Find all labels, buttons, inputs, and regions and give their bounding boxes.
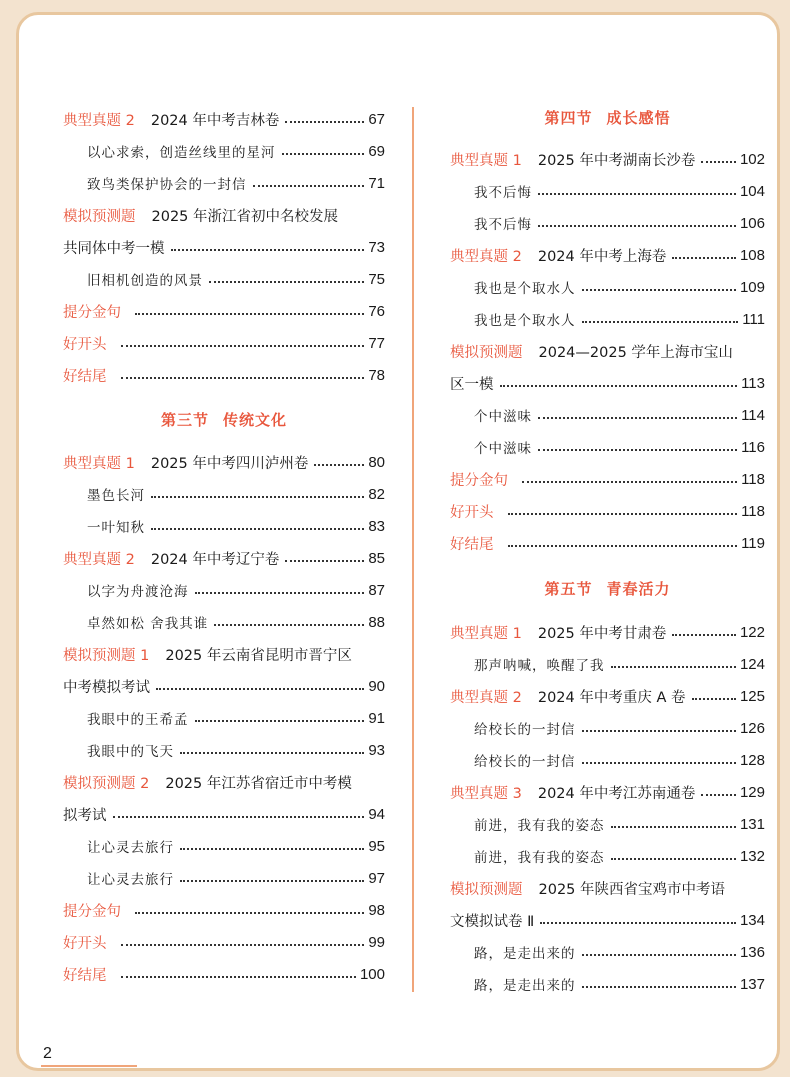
entry-title: 2025 年云南省昆明市晋宁区	[165, 647, 352, 664]
entry-title: 2025 年中考四川泸州卷	[150, 455, 309, 472]
entry-tag: 好结尾	[450, 536, 494, 553]
dot-leader	[582, 289, 736, 291]
column-divider	[412, 107, 414, 992]
essay-title: 给校长的一封信	[474, 754, 576, 770]
dot-leader	[135, 313, 364, 315]
entry-page-number: 118	[741, 470, 765, 488]
toc-entry[interactable]	[63, 830, 385, 862]
toc-entry[interactable]	[450, 431, 765, 463]
entry-page-number: 94	[368, 805, 385, 823]
dot-leader	[214, 624, 364, 626]
entry-page-number: 106	[739, 214, 765, 232]
toc-entry[interactable]	[450, 335, 765, 367]
toc-entry[interactable]	[63, 542, 385, 574]
entry-tag: 典型真题 2	[63, 112, 135, 129]
dot-leader	[121, 976, 356, 978]
entry-title: 2025 年陕西省宝鸡市中考语	[538, 881, 726, 898]
essay-title: 我也是个取水人	[474, 313, 576, 329]
dot-leader	[121, 377, 365, 379]
dot-leader	[540, 922, 736, 924]
entry-page-number: 137	[739, 975, 765, 993]
entry-title: 2025 年浙江省初中名校发展	[151, 208, 339, 225]
entry-page-number: 69	[368, 142, 385, 160]
entry-title: 中考模拟考试	[63, 679, 150, 696]
dot-leader	[611, 826, 736, 828]
dot-leader	[701, 794, 736, 796]
toc-entry[interactable]	[63, 606, 385, 638]
toc-entry[interactable]	[63, 574, 385, 606]
toc-entry[interactable]	[63, 670, 385, 702]
entry-page-number: 98	[368, 901, 385, 919]
toc-entry[interactable]	[63, 798, 385, 830]
entry-page-number: 87	[368, 581, 385, 599]
entry-tag: 提分金句	[63, 903, 121, 920]
entry-tag: 模拟预测题	[450, 344, 523, 361]
entry-title: 2024 年中考重庆 A 卷	[537, 689, 686, 706]
dot-leader	[151, 496, 364, 498]
entry-tag: 典型真题 1	[450, 625, 522, 642]
entry-tag: 模拟预测题	[63, 208, 136, 225]
essay-title: 我眼中的飞天	[87, 744, 174, 760]
essay-title: 路，是走出来的	[474, 978, 576, 994]
entry-page-number: 77	[368, 334, 385, 352]
entry-tag: 典型真题 3	[450, 785, 522, 802]
dot-leader	[611, 858, 736, 860]
entry-page-number: 124	[739, 655, 765, 673]
dot-leader	[285, 121, 364, 123]
toc-entry[interactable]	[63, 231, 385, 263]
essay-title: 以字为舟渡沧海	[87, 584, 189, 600]
entry-page-number: 95	[368, 837, 385, 855]
toc-page	[16, 12, 780, 1071]
dot-leader	[195, 592, 365, 594]
dot-leader	[508, 513, 738, 515]
dot-leader	[285, 560, 364, 562]
essay-title: 我也是个取水人	[474, 281, 576, 297]
entry-page-number: 93	[368, 741, 385, 759]
entry-page-number: 88	[368, 613, 385, 631]
entry-title: 2024 年中考吉林卷	[150, 112, 280, 129]
essay-title: 旧相机创造的风景	[87, 273, 203, 289]
dot-leader	[672, 634, 736, 636]
toc-entry[interactable]	[450, 648, 765, 680]
entry-tag: 提分金句	[63, 304, 121, 321]
entry-page-number: 75	[368, 270, 385, 288]
entry-title: 2025 年中考湖南长沙卷	[537, 152, 696, 169]
toc-entry[interactable]	[450, 616, 765, 648]
dot-leader	[500, 385, 738, 387]
entry-page-number: 82	[368, 485, 385, 503]
entry-page-number: 78	[368, 366, 385, 384]
entry-tag: 典型真题 2	[63, 551, 135, 568]
entry-tag: 典型真题 2	[450, 689, 522, 706]
entry-page-number: 136	[739, 943, 765, 961]
entry-page-number: 99	[368, 933, 385, 951]
essay-title: 墨色长河	[87, 488, 145, 504]
toc-entry[interactable]	[450, 872, 765, 904]
entry-tag: 好开头	[450, 504, 494, 521]
entry-title: 2024 年中考上海卷	[537, 248, 667, 265]
page-number: 2	[43, 1045, 52, 1062]
toc-entry[interactable]	[450, 904, 765, 936]
toc-entry[interactable]	[450, 143, 765, 175]
entry-tag: 模拟预测题 2	[63, 775, 150, 792]
entry-tag: 典型真题 2	[450, 248, 522, 265]
section-name: 青春活力	[606, 580, 671, 598]
dot-leader	[151, 528, 364, 530]
entry-page-number: 76	[368, 302, 385, 320]
entry-tag: 提分金句	[450, 472, 508, 489]
dot-leader	[538, 417, 737, 419]
essay-title: 致鸟类保护协会的一封信	[87, 177, 247, 193]
dot-leader	[195, 720, 365, 722]
toc-entry[interactable]	[450, 744, 765, 776]
toc-entry[interactable]	[450, 936, 765, 968]
dot-leader	[180, 848, 364, 850]
dot-leader	[582, 986, 736, 988]
entry-title: 共同体中考一模	[63, 240, 165, 257]
toc-entry[interactable]	[450, 712, 765, 744]
entry-page-number: 134	[739, 911, 765, 929]
dot-leader	[156, 688, 364, 690]
dot-leader	[538, 193, 736, 195]
essay-title: 以心求索，创造丝线里的星河	[87, 145, 276, 161]
entry-page-number: 125	[739, 687, 765, 705]
essay-title: 我不后悔	[474, 217, 532, 233]
entry-page-number: 126	[739, 719, 765, 737]
dot-leader	[672, 257, 736, 259]
dot-leader	[121, 944, 365, 946]
section-name: 传统文化	[223, 411, 288, 429]
dot-leader	[282, 153, 365, 155]
dot-leader	[508, 545, 738, 547]
toc-entry[interactable]	[450, 968, 765, 1000]
entry-title: 2024—2025 学年上海市宝山	[538, 344, 733, 361]
entry-page-number: 122	[739, 623, 765, 641]
entry-tag: 典型真题 1	[450, 152, 522, 169]
dot-leader	[701, 161, 736, 163]
section-number: 第三节	[160, 411, 209, 429]
dot-leader	[180, 880, 364, 882]
entry-title: 区一模	[450, 376, 494, 393]
entry-page-number: 73	[368, 238, 385, 256]
entry-tag: 模拟预测题	[450, 881, 523, 898]
toc-entry[interactable]	[450, 495, 765, 527]
toc-entry[interactable]	[450, 367, 765, 399]
toc-entry[interactable]	[450, 808, 765, 840]
entry-tag: 模拟预测题 1	[63, 647, 150, 664]
toc-entry[interactable]	[450, 680, 765, 712]
dot-leader	[538, 225, 736, 227]
dot-leader	[582, 954, 736, 956]
entry-tag: 好结尾	[63, 967, 107, 984]
toc-entry[interactable]	[63, 766, 385, 798]
entry-page-number: 109	[739, 278, 765, 296]
entry-page-number: 114	[741, 406, 765, 424]
toc-entry[interactable]	[450, 239, 765, 271]
entry-title: 文模拟试卷 Ⅱ	[450, 913, 535, 930]
toc-entry[interactable]	[63, 327, 385, 359]
section-name: 成长感悟	[606, 109, 671, 127]
dot-leader	[522, 481, 737, 483]
toc-entry[interactable]	[63, 295, 385, 327]
essay-title: 个中滋味	[474, 409, 532, 425]
essay-title: 让心灵去旅行	[87, 872, 174, 888]
dot-leader	[171, 249, 365, 251]
entry-page-number: 97	[368, 869, 385, 887]
toc-entry[interactable]	[63, 135, 385, 167]
toc-entry[interactable]	[63, 263, 385, 295]
toc-entry[interactable]	[63, 958, 385, 990]
toc-entry[interactable]	[450, 175, 765, 207]
section-number: 第四节	[544, 109, 593, 127]
toc-entry[interactable]	[63, 199, 385, 231]
essay-title: 路，是走出来的	[474, 946, 576, 962]
entry-page-number: 111	[742, 310, 765, 328]
dot-leader	[582, 321, 739, 323]
essay-title: 那声呐喊，唤醒了我	[474, 658, 605, 674]
entry-page-number: 113	[741, 374, 765, 392]
entry-page-number: 90	[368, 677, 385, 695]
entry-page-number: 100	[359, 965, 385, 983]
entry-page-number: 71	[368, 174, 385, 192]
essay-title: 个中滋味	[474, 441, 532, 457]
dot-leader	[611, 666, 736, 668]
entry-tag: 好结尾	[63, 368, 107, 385]
entry-title: 2025 年中考甘肃卷	[537, 625, 667, 642]
entry-page-number: 132	[739, 847, 765, 865]
toc-entry[interactable]	[450, 271, 765, 303]
entry-page-number: 119	[741, 534, 765, 552]
toc-entry[interactable]	[450, 207, 765, 239]
essay-title: 前进，我有我的姿态	[474, 850, 605, 866]
entry-title: 拟考试	[63, 807, 107, 824]
section-heading	[450, 578, 765, 599]
toc-entry[interactable]	[63, 926, 385, 958]
toc-entry[interactable]	[450, 527, 765, 559]
entry-page-number: 131	[739, 815, 765, 833]
essay-title: 让心灵去旅行	[87, 840, 174, 856]
toc-entry[interactable]	[63, 862, 385, 894]
toc-entry[interactable]	[63, 702, 385, 734]
toc-entry[interactable]	[63, 359, 385, 391]
entry-page-number: 129	[739, 783, 765, 801]
folio-underline	[41, 1065, 137, 1067]
entry-tag: 好开头	[63, 935, 107, 952]
essay-title: 一叶知秋	[87, 520, 145, 536]
entry-page-number: 67	[368, 110, 385, 128]
dot-leader	[314, 464, 364, 466]
entry-page-number: 104	[739, 182, 765, 200]
dot-leader	[253, 185, 365, 187]
dot-leader	[692, 698, 736, 700]
essay-title: 前进，我有我的姿态	[474, 818, 605, 834]
dot-leader	[582, 730, 736, 732]
entry-title: 2024 年中考江苏南通卷	[537, 785, 696, 802]
toc-entry[interactable]	[63, 638, 385, 670]
toc-entry[interactable]	[63, 734, 385, 766]
toc-entry[interactable]	[450, 303, 765, 335]
entry-page-number: 116	[741, 438, 765, 456]
section-number: 第五节	[544, 580, 593, 598]
dot-leader	[538, 449, 737, 451]
entry-tag: 好开头	[63, 336, 107, 353]
toc-entry[interactable]	[63, 478, 385, 510]
entry-page-number: 91	[368, 709, 385, 727]
section-heading	[450, 107, 765, 128]
essay-title: 卓然如松 舍我其谁	[87, 616, 209, 632]
toc-entry[interactable]	[63, 103, 385, 135]
entry-page-number: 83	[368, 517, 385, 535]
toc-entry[interactable]	[63, 446, 385, 478]
entry-page-number: 128	[739, 751, 765, 769]
toc-entry[interactable]	[450, 776, 765, 808]
section-heading	[63, 409, 385, 430]
dot-leader	[135, 912, 364, 914]
dot-leader	[209, 281, 364, 283]
entry-title: 2025 年江苏省宿迁市中考模	[165, 775, 352, 792]
entry-page-number: 118	[741, 502, 765, 520]
entry-title: 2024 年中考辽宁卷	[150, 551, 280, 568]
dot-leader	[121, 345, 365, 347]
entry-page-number: 108	[739, 246, 765, 264]
dot-leader	[113, 816, 365, 818]
toc-entry[interactable]	[63, 167, 385, 199]
entry-page-number: 85	[368, 549, 385, 567]
toc-entry[interactable]	[450, 840, 765, 872]
dot-leader	[582, 762, 736, 764]
toc-entry[interactable]	[63, 894, 385, 926]
entry-page-number: 80	[368, 453, 385, 471]
toc-entry[interactable]	[450, 463, 765, 495]
toc-entry[interactable]	[63, 510, 385, 542]
essay-title: 我不后悔	[474, 185, 532, 201]
essay-title: 我眼中的王希孟	[87, 712, 189, 728]
toc-entry[interactable]	[450, 399, 765, 431]
dot-leader	[180, 752, 364, 754]
essay-title: 给校长的一封信	[474, 722, 576, 738]
entry-page-number: 102	[739, 150, 765, 168]
entry-tag: 典型真题 1	[63, 455, 135, 472]
